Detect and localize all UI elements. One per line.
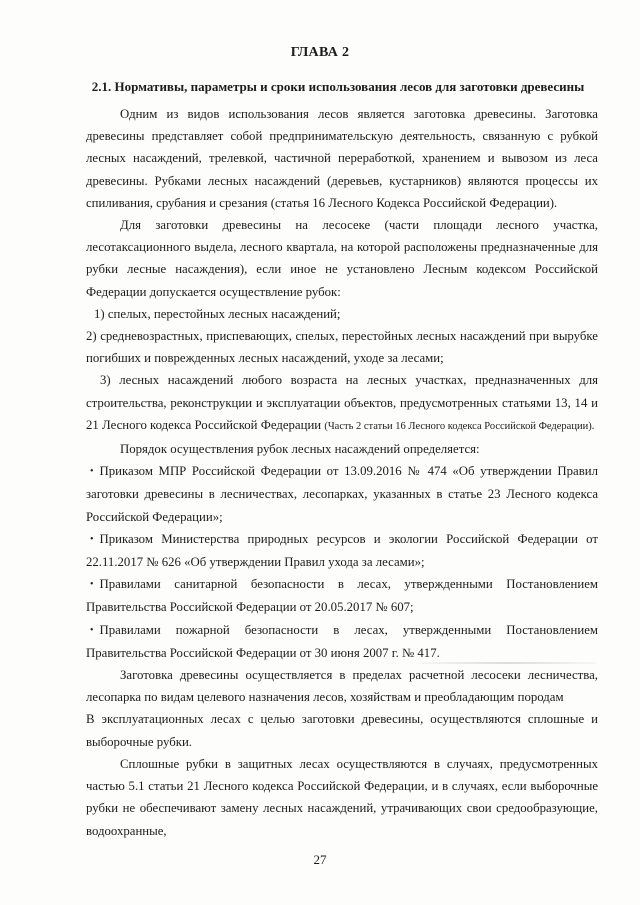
- list-item-3-text: 3) лесных насаждений любого возраста на лесных участках, предназначенных для строительства, реконструкции и эксплуатации объектов, предусмотренных статьями 13, 14 и 21 Лесного кодекса Российской Федерации: [86, 373, 598, 432]
- scan-smudge: [420, 662, 596, 664]
- paragraph-2: Для заготовки древесины на лесосеке (части площади лесного участка, лесотаксационного выдела, лесного квартала, на которой расположены предназначенные для рубки лесные насаждения), если иное не установлено Лесным кодексом Российской Федерации допускается осуществление рубок:: [86, 218, 598, 299]
- chapter-title: ГЛАВА 2: [290, 45, 350, 60]
- bullet-item-3: [86, 573, 598, 618]
- list-item-2: 2) средневозрастных, приспевающих, спелых, перестойных лесных насаждений при вырубке погибших и поврежденных лесных насаждений, уходе за лесами;: [86, 329, 598, 366]
- bullet-text-4: Правилами пожарной безопасности в лесах, утвержденными Постановлением Правительства Российской Федерации от 30 июня 2007 г. № 417.: [86, 622, 598, 660]
- list-item-3-note: (Часть 2 статьи 16 Лесного кодекса Российской Федерации).: [324, 420, 595, 432]
- bullet-text-3: Правилами санитарной безопасности в лесах, утвержденными Постановлением Правительства Российской Федерации от 20.05.2017 № 607;: [86, 577, 598, 615]
- bullet-item-4: [86, 619, 598, 664]
- bullet-icon: •: [90, 533, 94, 545]
- bullet-icon: •: [90, 579, 94, 591]
- page-number: 27: [313, 852, 327, 867]
- bullet-icon: •: [90, 624, 94, 636]
- list-item-1: 1) спелых, перестойных лесных насаждений;: [94, 306, 341, 321]
- section-title: 2.1. Нормативы, параметры и сроки использования лесов для заготовки древесины: [91, 79, 585, 94]
- paragraph-1: Одним из видов использования лесов является заготовка древесины. Заготовка древесины представляет собой предпринимательскую деятельность, связанную с рубкой лесных насаждений, трелевкой, частичной переработкой, хранением и вывозом из леса древесины. Рубками лесных насаждений (деревьев, кустарников) являются процессы их спиливания, срубания и срезания (статья 16 Лесного Кодекса Российской Федерации).: [86, 107, 598, 210]
- paragraph-5: В эксплуатационных лесах с целью заготовки древесины, осуществляются сплошные и выборочные рубки.: [86, 712, 598, 749]
- bullet-text-1: Приказом МПР Российской Федерации от 13.09.2016 № 474 «Об утверждении Правил заготовки древесины в лесничествах, лесопарках, указанных в статье 23 Лесного кодекса Российской Федерации»;: [86, 464, 598, 524]
- bullet-text-2: Приказом Министерства природных ресурсов и экологии Российской Федерации от 22.11.2017 № 626 «Об утверждении Правил ухода за лесами»;: [86, 531, 598, 570]
- bullet-item-1: [86, 460, 598, 528]
- bullet-icon: •: [90, 466, 94, 478]
- paragraph-6: Сплошные рубки в защитных лесах осуществляются в случаях, предусмотренных частью 5.1 статьи 21 Лесного кодекса Российской Федерации, и в случаях, если выборочные рубки не обеспечивают замену лесных насаждений, утрачивающих свои средообразующие, водоохранные,: [86, 756, 598, 838]
- paragraph-4: Заготовка древесины осуществляется в пределах расчетной лесосеки лесничества, лесопарка по видам целевого назначения лесов, хозяйствам и преобладающим породам: [86, 668, 598, 705]
- list-item-3: [86, 369, 598, 438]
- document-body: [86, 103, 598, 842]
- paragraph-3: Порядок осуществления рубок лесных насаждений определяется:: [120, 442, 480, 457]
- bullet-item-2: [86, 528, 598, 573]
